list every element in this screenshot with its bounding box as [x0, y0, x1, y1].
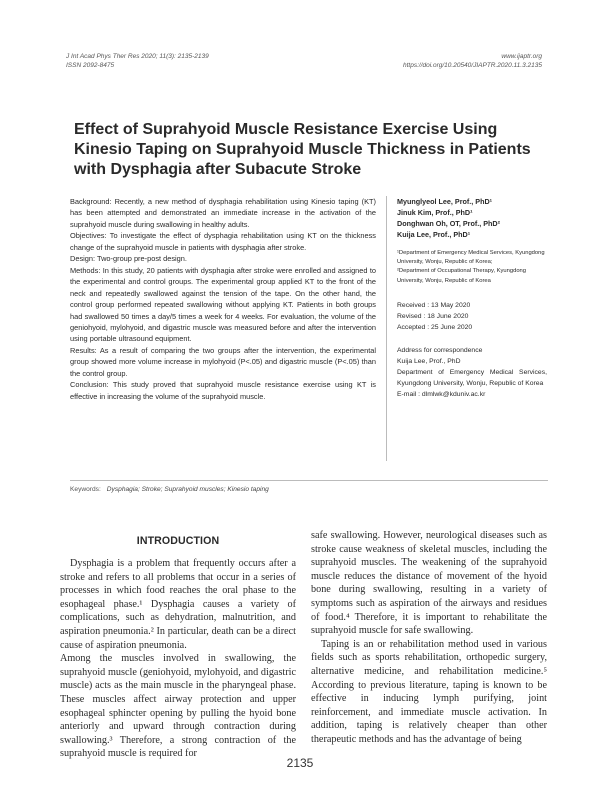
page-number: 2135 — [286, 756, 314, 770]
author-name: Myunglyeol Lee, Prof., PhD¹ — [397, 197, 493, 206]
author-name: Kuija Lee, Prof., PhD¹ — [397, 229, 471, 239]
abstract-conclusion: Conclusion: This study proved that suprahyoid muscle resistance exercise using KT is effective in increasing the volume of the suprahyoid muscle. — [70, 380, 376, 401]
affiliation-1: ¹Department of Emergency Medical Services, Kyungdong University, Wonju, Republic of Korea; — [397, 249, 545, 266]
abstract-objectives: Objectives: To investigate the effect of dysphagia rehabilitation using KT on the thickness change of the suprahyoid muscle in patients with dysphagia after stroke. — [70, 231, 376, 252]
keywords-value: Dysphagia; Stroke; Suprahyoid muscles; Kinesio taping — [106, 486, 269, 493]
keywords — [70, 486, 269, 493]
date-received: Received : 13 May 2020 — [397, 302, 471, 310]
journal-site: www.ijaptr.org — [501, 53, 542, 60]
abstract-methods: Methods: In this study, 20 patients with dysphagia after stroke were enrolled and assigned to the experimental and control groups. The experimental group applied KT to the front of the neck and repeatedly swallowed against the tension of the tape. On the other hand, the control group performed repeated swallowing without applying KT. Patients in both groups had swallowed 50 times a day/5 times a week for 4 weeks. For evaluation, the volume of the geniohyoid, mylohyoid, and digastric muscle was measured before and after the intervention using portable ultrasound equipment. — [70, 265, 376, 344]
affiliation-2: ²Department of Occupational Therapy, Kyungdong University, Wonju, Republic of Korea — [397, 268, 527, 284]
article-doi: https://doi.org/10.20540/JIAPTR.2020.11.3.2135 — [402, 62, 542, 69]
body-paragraph: safe swallowing. However, neurological diseases such as stroke cause weakness of skeletal muscles, including the suprahyoid muscles. The weakening of the suprahyoid muscle reduces the distance of movement of the hyoid bone during swallowing, resulting in a variety of symptoms such as aspiration of the airways and residues of food.⁴ Therefore, it is important to rehabilitate the suprahyoid muscle for safe swallowing. — [311, 530, 547, 637]
article-dates — [397, 300, 547, 333]
abstract-results: Results: As a result of comparing the two groups after the intervention, the experimental group showed more volume increase in mylohyoid (P<.05) and digastric muscle (P<.05) than the control group. — [70, 345, 376, 378]
journal-header-right — [403, 52, 542, 70]
journal-citation: J Int Acad Phys Ther Res 2020; 11(3): 2135-2139 — [66, 53, 209, 60]
affiliations — [397, 249, 547, 287]
date-revised: Revised : 18 June 2020 — [397, 313, 469, 321]
journal-issn: ISSN 2092-8475 — [66, 62, 115, 69]
correspondence-dept: Department of Emergency Medical Services, Kyungdong University, Wonju, Republic of Korea — [397, 369, 547, 388]
column-divider — [386, 196, 387, 461]
author-sidebar — [397, 197, 547, 400]
author-name: Donghwan Oh, OT, Prof., PhD² — [397, 218, 501, 228]
section-heading: INTRODUCTION — [136, 535, 220, 547]
body-paragraph: Taping is an or rehabilitation method used in various fields such as sports rehabilitation, orthopedic surgery, alternative medicine, and rehabilitation medicine.⁵ According to previous literature, taping is known to be effective in inducing lymph purifying, joint reinforcement, and immediate muscle activation. In addition, taping is relatively cheaper than other therapeutic methods and has the advantage of being — [311, 638, 547, 745]
body-paragraph: Among the muscles involved in swallowing, the suprahyoid muscle (geniohyoid, mylohyoid, and digastric muscle) acts as the main muscle in the pharyngeal phase. These muscles affect airway protection and upper esophageal sphincter opening by pulling the hyoid bone anteriorly and upward through contraction during swallowing.³ Therefore, a strong contraction of the suprahyoid muscle is required for — [60, 653, 296, 760]
date-accepted: Accepted : 25 June 2020 — [397, 324, 473, 332]
abstract-design: Design: Two-group pre-post design. — [70, 254, 187, 264]
body-paragraph: Dysphagia is a problem that frequently occurs after a stroke and refers to all problems that occur in a series of processes in which food reaches the oral phase to the esophageal phase.¹ Dysphagia causes a variety of complications, such as dehydration, malnutrition, and aspiration pneumonia.² In particular, death can be a direct cause of aspiration pneumonia. — [60, 558, 296, 651]
article-title: Effect of Suprahyoid Muscle Resistance Exercise Using Kinesio Taping on Suprahyoid Muscle Thickness in Patients with Dysphagia after Subacute Stroke — [74, 121, 531, 178]
journal-header-left — [66, 52, 209, 70]
correspondence-name: Kuija Lee, Prof., PhD — [397, 358, 461, 366]
abstract-background: Background: Recently, a new method of dysphagia rehabilitation using Kinesio taping (KT) has been attempted and demonstrated an immediate increase in the activation of the suprahyoid muscle during swallowing in healthy adults. — [70, 197, 376, 229]
section-divider — [70, 480, 548, 481]
author-name: Jinuk Kim, Prof., PhD¹ — [397, 207, 473, 217]
author-list — [397, 197, 547, 241]
keywords-label: Keywords: — [70, 486, 101, 493]
body-column-right — [311, 529, 547, 747]
abstract — [70, 196, 376, 402]
correspondence — [397, 345, 547, 400]
correspondence-email[interactable]: E-mail : dlmlwk@kduniv.ac.kr — [397, 391, 486, 399]
body-column-left — [60, 557, 296, 761]
correspondence-title: Address for correspondence — [397, 347, 483, 355]
